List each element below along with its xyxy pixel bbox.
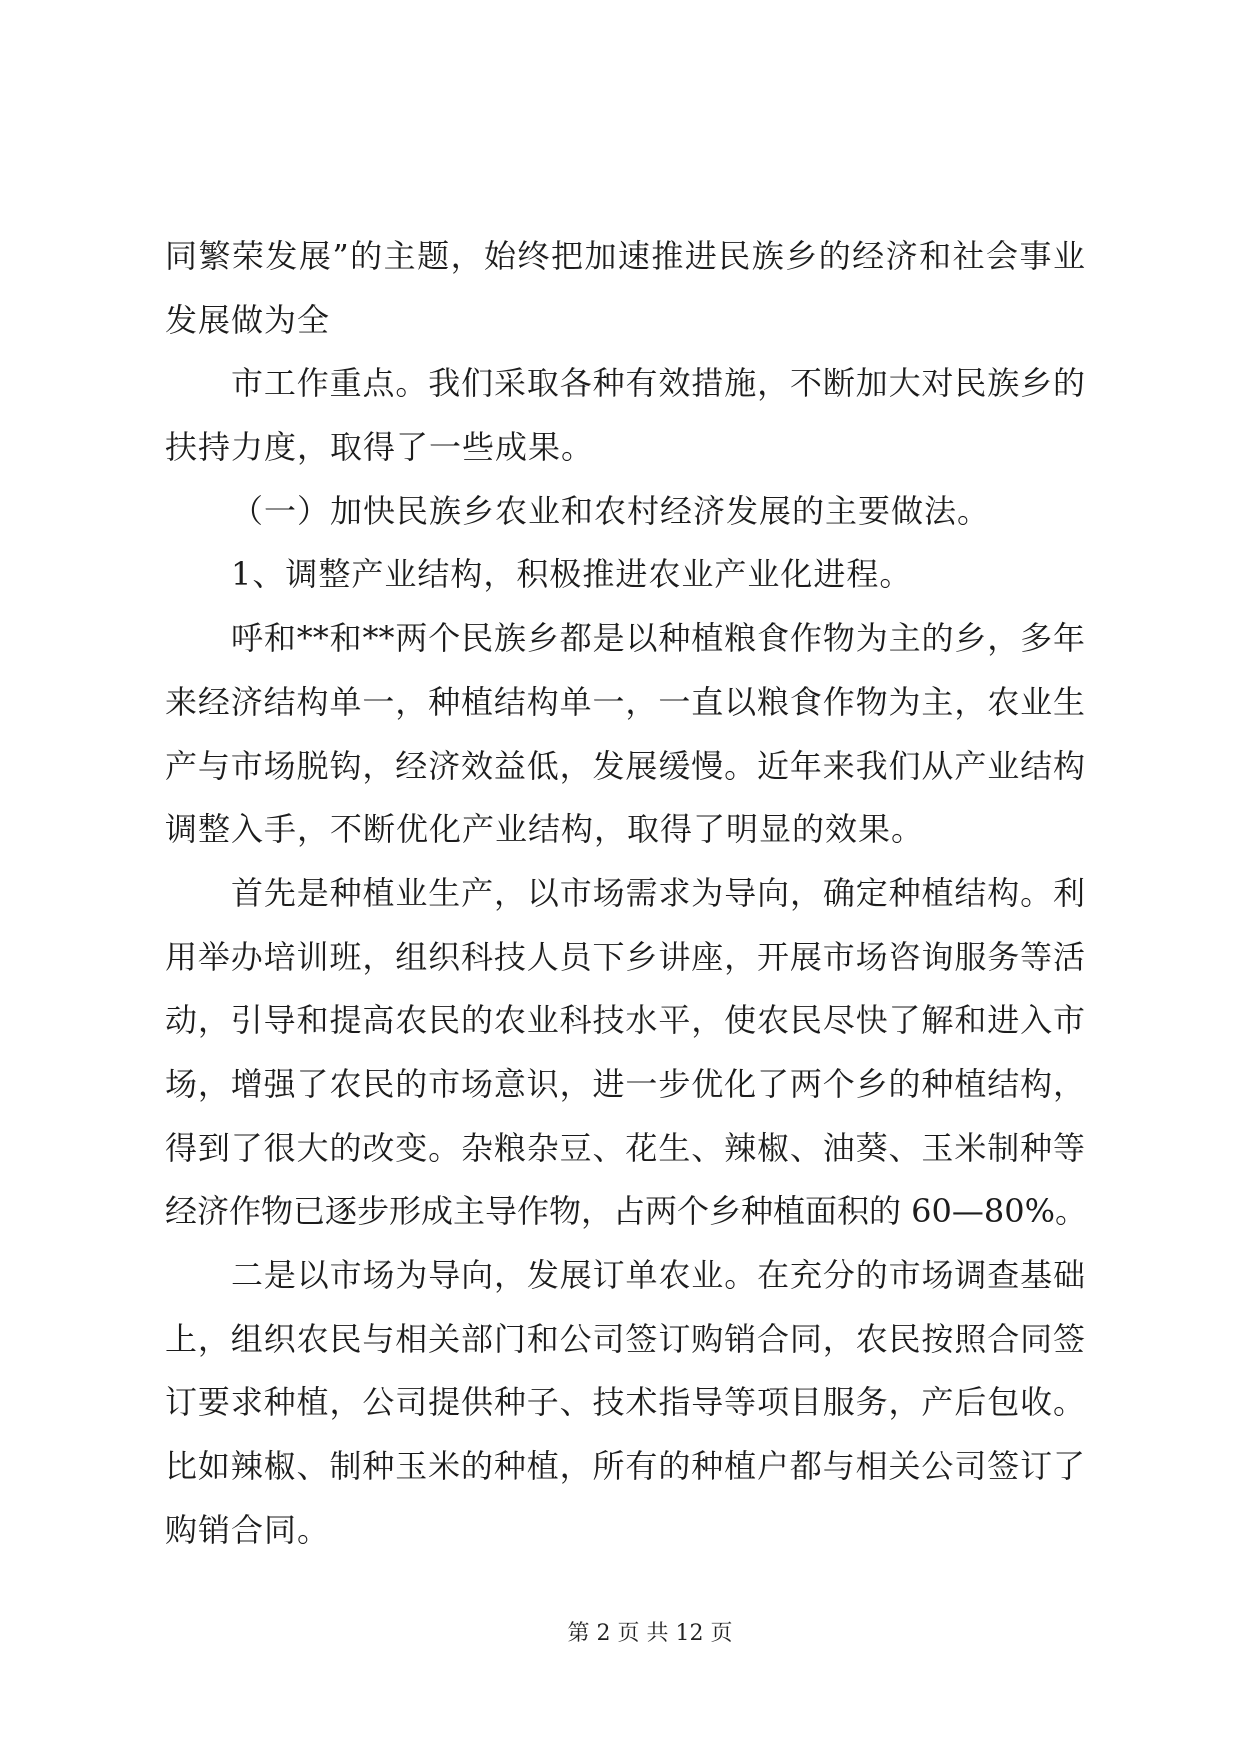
page-number-footer: 第 2 页 共 12 页 [567,1621,733,1646]
paragraph-line: 二是以市场为导向，发展订单农业。在充分的市场调查基础 [231,1256,1085,1294]
paragraph-line: 用举办培训班，组织科技人员下乡讲座，开展市场咨询服务等活 [165,937,1085,976]
paragraph-line: 来经济结构单一，种植结构单一，一直以粮食作物为主，农业生 [165,682,1085,721]
paragraph-line: 经济作物已逐步形成主导作物，占两个乡种植面积的 60—80%。 [165,1192,1088,1231]
paragraph [165,225,1085,352]
paragraph-line: 动，引导和提高农民的农业科技水平，使农民尽快了解和进入市 [165,1001,1085,1040]
paragraph-line: 扶持力度，取得了一些成果。 [165,428,595,467]
document-body [165,225,1088,1562]
paragraph [165,1244,1085,1562]
paragraph-line: 产与市场脱钩，经济效益低，发展缓慢。近年来我们从产业结构 [165,746,1085,785]
paragraph-line: 比如辣椒、制种玉米的种植，所有的种植户都与相关公司签订了 [165,1447,1085,1486]
subsection-heading-line: 1、调整产业结构，积极推进农业产业化进程。 [231,555,913,594]
paragraph-line: 呼和**和**两个民族乡都是以种植粮食作物为主的乡，多年 [231,619,1085,658]
paragraph-line: 发展做为全 [165,300,331,339]
paragraph [165,607,1085,862]
paragraph [165,352,1085,479]
paragraph-line: 首先是种植业生产，以市场需求为导向，确定种植结构。利 [231,873,1085,912]
paragraph-line: 同繁荣发展”的主题，始终把加速推进民族乡的经济和社会事业 [165,237,1085,275]
paragraph-line: 得到了很大的改变。杂粮杂豆、花生、辣椒、油葵、玉米制种等 [165,1128,1085,1167]
subsection-heading [165,543,1085,607]
paragraph-line: 市工作重点。我们采取各种有效措施，不断加大对民族乡的 [231,364,1085,403]
section-heading [165,480,1085,544]
paragraph [165,862,1088,1244]
section-heading-line: （一）加快民族乡农业和农村经济发展的主要做法。 [231,491,991,530]
paragraph-line: 调整入手，不断优化产业结构，取得了明显的效果。 [165,810,925,849]
paragraph-line: 购销合同。 [165,1510,331,1549]
paragraph-line: 上，组织农民与相关部门和公司签订购销合同，农民按照合同签 [165,1319,1085,1358]
paragraph-line: 场，增强了农民的市场意识，进一步优化了两个乡的种植结构， [165,1064,1085,1103]
paragraph-line: 订要求种植，公司提供种子、技术指导等项目服务，产后包收。 [165,1383,1085,1422]
